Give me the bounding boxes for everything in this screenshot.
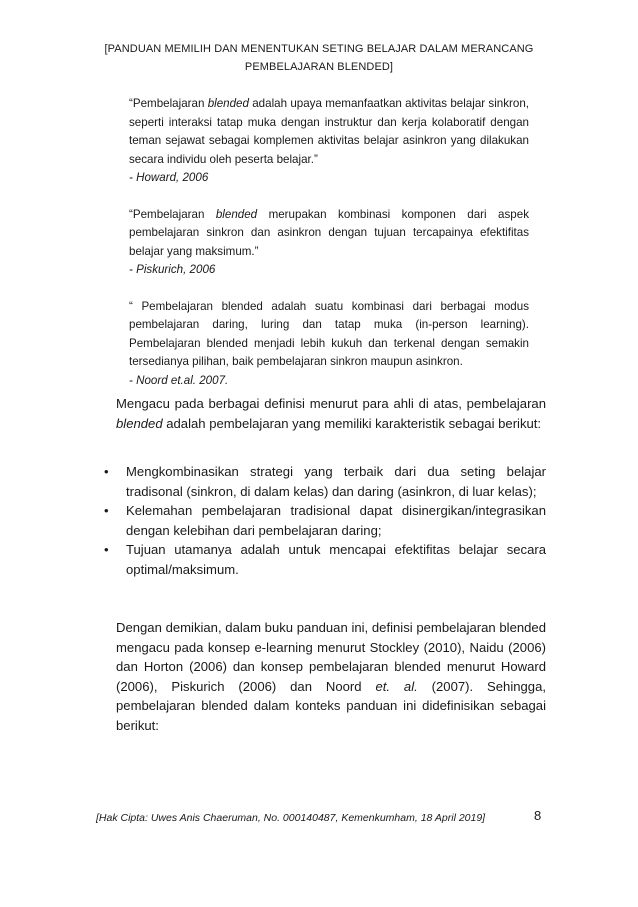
quote-attribution: - Howard, 2006 [129,171,209,184]
quote-text-pre: “Pembelajaran [129,207,216,221]
quote-piskurich [129,206,529,280]
intro-post: adalah pembelajaran yang memiliki karakteristik sebagai berikut: [162,415,542,431]
intro-emphasis: blended [116,415,163,431]
definition-post: (2007). Sehingga, pembelajaran blended dalam konteks panduan ini didefinisikan sebagai berikut: [116,678,547,733]
definition-paragraph [116,618,546,736]
quote-text [129,298,529,372]
quote-text-pre: “ Pembelajaran blended adalah suatu kombinasi dari berbagai modus pembelajaran daring, luring dan tatap muka (in-person learning). Pembelajaran blended menjadi lebih kukuh dan terkenal dengan semakin tersedianya pilihan, baik pembelajaran sinkron maupun asinkron. [129,299,529,368]
quote-text [129,206,529,262]
characteristics-list [104,462,546,580]
copyright-footer: [Hak Cipta: Uwes Anis Chaeruman, No. 000140487, Kemenkumham, 18 April 2019] [96,812,486,824]
quote-text-emphasis: blended [215,207,258,221]
definition-emphasis: et. al. [375,678,418,694]
list-item-text: Mengkombinasikan strategi yang terbaik dari dua seting belajar tradisonal (sinkron, di dalam kelas) dan daring (asinkron, di luar kelas); [126,464,546,499]
bullet-icon: • [104,542,109,558]
quote-attribution: - Noord et.al. 2007. [129,373,229,387]
header-line-2: PEMBELAJARAN BLENDED] [244,61,394,73]
quote-attribution: - Piskurich, 2006 [129,263,216,276]
quote-text-emphasis: blended [207,97,249,110]
list-item-text: Kelemahan pembelajaran tradisional dapat disinergikan/integrasikan dengan kelebihan dari pembelajaran daring; [126,503,546,538]
list-item [104,501,546,540]
list-item-text: Tujuan utamanya adalah untuk mencapai efektifitas belajar secara optimal/maksimum. [126,542,546,577]
intro-paragraph [116,394,546,433]
quote-noord [129,298,529,391]
intro-pre: Mengacu pada berbagai definisi menurut para ahli di atas, pembelajaran [116,396,546,411]
bullet-icon: • [104,503,109,519]
header-line-1: [PANDUAN MEMILIH DAN MENENTUKAN SETING BELAJAR DALAM MERANCANG [104,43,534,55]
quote-text-post: adalah upaya memanfaatkan aktivitas belajar sinkron, seperti interaksi tatap muka dengan instruktur dan kerja kolaboratif dengan teman sejawat sebagai komplemen aktivitas belajar asinkron yang dilakukan secara individu oleh peserta belajar.” [129,97,530,166]
list-item [104,462,546,501]
definition-pre: Dengan demikian, dalam buku panduan ini, definisi pembelajaran blended mengacu pada konsep e-learning menurut Stockley (2010), Naidu (2006) dan Horton (2006) dan konsep pembelajaran blended menurut Howard (2006), Piskurich (2006) dan Noord [116,620,546,694]
list-item [104,540,546,579]
page-number: 8 [534,808,542,823]
quote-text [129,95,529,169]
quotes-section [129,95,529,408]
bullet-icon: • [104,464,109,479]
quote-howard [129,95,529,188]
running-header [80,40,558,76]
quote-text-pre: “Pembelajaran [129,97,208,110]
quote-text-post: merupakan kombinasi komponen dari aspek pembelajaran sinkron dan asinkron dengan tujuan tercapainya efektifitas belajar yang maksimum.” [129,207,529,258]
